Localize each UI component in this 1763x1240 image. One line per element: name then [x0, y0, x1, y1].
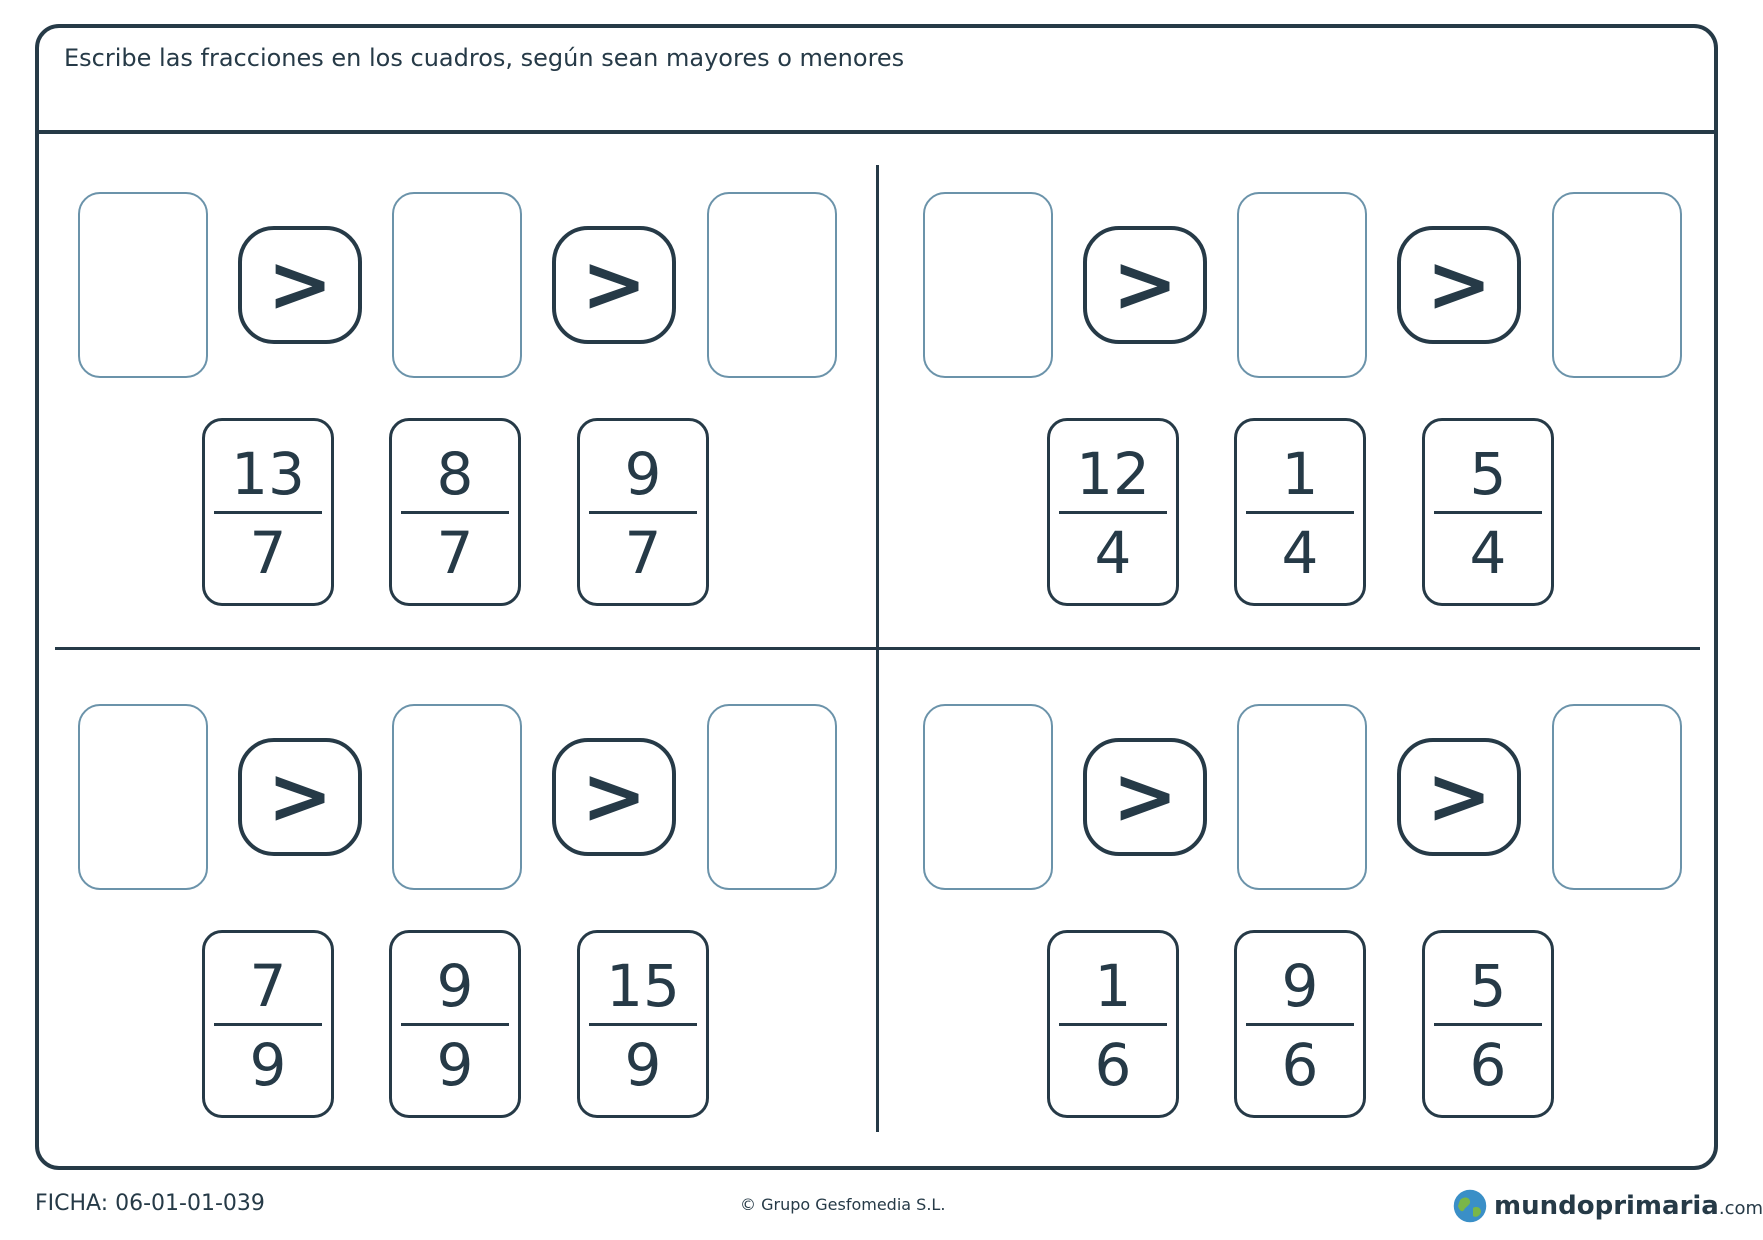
- fraction-bar: [1246, 511, 1354, 514]
- answer-box[interactable]: [1552, 192, 1682, 378]
- denominator: 9: [249, 1031, 287, 1099]
- exercise-3: [40, 662, 885, 1142]
- fraction-card[interactable]: [577, 930, 709, 1118]
- fraction-card[interactable]: [577, 418, 709, 606]
- fraction-card[interactable]: [1234, 930, 1366, 1118]
- exercise-1: [40, 150, 885, 630]
- fraction-bar: [214, 1023, 322, 1026]
- fraction-card[interactable]: [1422, 418, 1554, 606]
- fraction-bar: [1434, 511, 1542, 514]
- fraction-card[interactable]: [1047, 930, 1179, 1118]
- numerator: 12: [1076, 440, 1150, 508]
- fraction-card[interactable]: [389, 418, 521, 606]
- greater-than-badge: >: [552, 738, 676, 856]
- brand-name: [1494, 1191, 1763, 1221]
- numerator: 9: [624, 440, 662, 508]
- fraction-bar: [1059, 511, 1167, 514]
- answer-box[interactable]: [392, 192, 522, 378]
- denominator: 7: [249, 519, 287, 587]
- fraction-bar: [589, 511, 697, 514]
- numerator: 8: [436, 440, 474, 508]
- denominator: 6: [1281, 1031, 1319, 1099]
- numerator: 1: [1094, 952, 1132, 1020]
- horizontal-divider: [55, 647, 1700, 650]
- answer-box[interactable]: [707, 704, 837, 890]
- numerator: 7: [249, 952, 287, 1020]
- numerator: 13: [231, 440, 305, 508]
- greater-than-badge: >: [238, 226, 362, 344]
- fraction-bar: [401, 1023, 509, 1026]
- answer-box[interactable]: [923, 704, 1053, 890]
- fraction-card[interactable]: [389, 930, 521, 1118]
- fraction-bar: [214, 511, 322, 514]
- fraction-bar: [589, 1023, 697, 1026]
- answer-box[interactable]: [923, 192, 1053, 378]
- fraction-bar: [1246, 1023, 1354, 1026]
- numerator: 5: [1469, 952, 1507, 1020]
- denominator: 9: [624, 1031, 662, 1099]
- denominator: 4: [1094, 519, 1132, 587]
- fraction-card[interactable]: [1047, 418, 1179, 606]
- numerator: 1: [1281, 440, 1319, 508]
- instruction-text: Escribe las fracciones en los cuadros, según sean mayores o menores: [64, 44, 905, 72]
- greater-than-badge: >: [1397, 226, 1521, 344]
- greater-than-badge: >: [1083, 738, 1207, 856]
- fraction-card[interactable]: [202, 418, 334, 606]
- denominator: 4: [1469, 519, 1507, 587]
- copyright-text: © Grupo Gesfomedia S.L.: [740, 1195, 946, 1214]
- answer-box[interactable]: [707, 192, 837, 378]
- answer-box[interactable]: [1552, 704, 1682, 890]
- fraction-bar: [1059, 1023, 1167, 1026]
- brand-name-main: mundoprimaria: [1494, 1191, 1719, 1221]
- brand-logo[interactable]: [1452, 1186, 1763, 1226]
- fraction-bar: [401, 511, 509, 514]
- answer-box[interactable]: [78, 192, 208, 378]
- numerator: 9: [1281, 952, 1319, 1020]
- greater-than-badge: >: [238, 738, 362, 856]
- exercise-4: [885, 662, 1730, 1142]
- answer-box[interactable]: [78, 704, 208, 890]
- numerator: 15: [606, 952, 680, 1020]
- denominator: 6: [1469, 1031, 1507, 1099]
- denominator: 7: [624, 519, 662, 587]
- answer-box[interactable]: [392, 704, 522, 890]
- answer-box[interactable]: [1237, 704, 1367, 890]
- brand-tld: .com: [1718, 1198, 1763, 1219]
- denominator: 4: [1281, 519, 1319, 587]
- header-divider: [35, 130, 1718, 134]
- exercise-2: [885, 150, 1730, 630]
- greater-than-badge: >: [552, 226, 676, 344]
- numerator: 9: [436, 952, 474, 1020]
- fraction-bar: [1434, 1023, 1542, 1026]
- denominator: 9: [436, 1031, 474, 1099]
- fraction-card[interactable]: [1234, 418, 1366, 606]
- greater-than-badge: >: [1083, 226, 1207, 344]
- answer-box[interactable]: [1237, 192, 1367, 378]
- worksheet-code: FICHA: 06-01-01-039: [35, 1191, 265, 1216]
- fraction-card[interactable]: [1422, 930, 1554, 1118]
- denominator: 6: [1094, 1031, 1132, 1099]
- numerator: 5: [1469, 440, 1507, 508]
- greater-than-badge: >: [1397, 738, 1521, 856]
- globe-icon: [1452, 1188, 1488, 1224]
- denominator: 7: [436, 519, 474, 587]
- fraction-card[interactable]: [202, 930, 334, 1118]
